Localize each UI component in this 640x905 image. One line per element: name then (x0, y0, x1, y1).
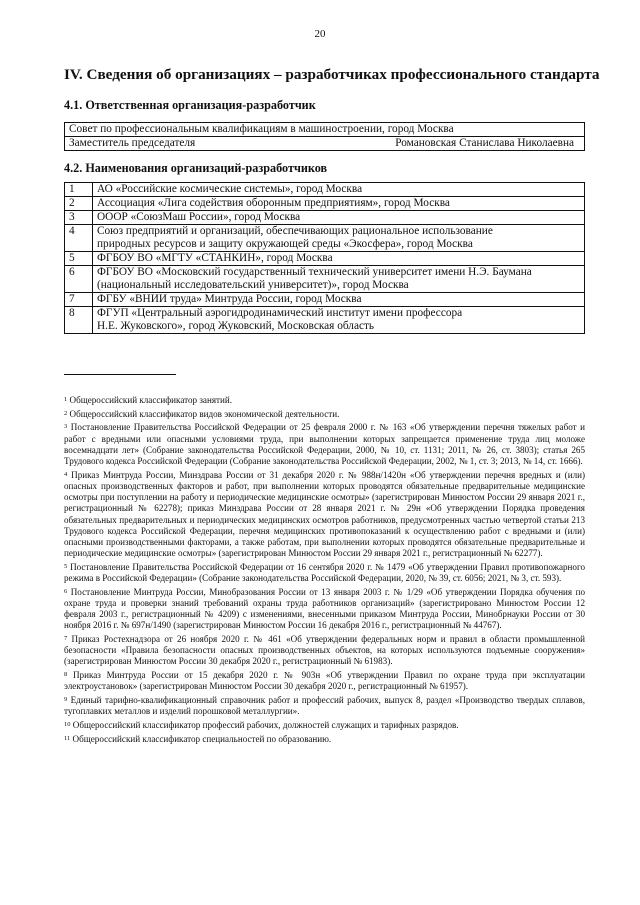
footnote-8: $^8$ Приказ Минтруда России от 15 декабря 2020 г. № 903н «Об утверждении Правил по охране труда при эксплуатации электроустановок» (зарегистрирован Минюстом России 30 декабря 2020 г., регистрационный № 61957). (64, 670, 585, 692)
responsible-table (64, 122, 585, 151)
footnote-1: $^1$ Общероссийский классификатор занятий. (64, 395, 233, 405)
footnote-2: $^2$ Общероссийский классификатор видов экономической деятельности. (64, 408, 340, 419)
row-number: 6 (65, 266, 93, 293)
organization-name: ФГБОУ ВО «Московский государственный технический университет имени Н.Э. Баумана (национальный исследовательский университет)», город Москва (93, 266, 585, 293)
row-number: 8 (65, 307, 93, 334)
row-number: 4 (65, 225, 93, 252)
row-number: 7 (65, 293, 93, 307)
table-row (65, 252, 585, 266)
responsible-position: Заместитель председателя (69, 137, 196, 149)
row-number: 2 (65, 197, 93, 211)
table-row (65, 211, 585, 225)
responsible-organization: Совет по профессиональным квалификациям в машиностроении, город Москва (65, 123, 585, 137)
table-row (65, 137, 585, 151)
footnote-11: $^{11}$ Общероссийский классификатор специальностей по образованию. (64, 733, 332, 744)
table-row (65, 123, 585, 137)
footnote-9: $^9$ Единый тарифно-квалификационный справочник работ и профессий рабочих, выпуск 8, раздел «Производство твердых сплавов, тугоплавких металлов и изделий порошковой металлургии». (64, 695, 585, 717)
organization-name: Ассоциация «Лига содействия оборонным предприятиям», город Москва (93, 197, 585, 211)
footnote-7: $^7$ Приказ Ростехнадзора от 26 ноября 2020 г. № 461 «Об утверждении федеральных норм и правил в области промышленной безопасности «Правила безопасности опасных производственных объектов, на которых используются подъемные сооружения» (зарегистрирован Минюстом России 30 декабря 2020 г., регистрационный № 61983). (64, 634, 585, 667)
footnote-5: $^5$ Постановление Правительства Российской Федерации от 16 сентября 2020 г. № 1479 «Об утверждении Правил противопожарного режима в Российской Федерации» (Собрание законодательства Российской Федерации, 2020, № 39, ст. 6056; 2021, № 3, ст. 593). (64, 561, 585, 584)
footnote-3: $^3$ Постановление Правительства Российской Федерации от 25 февраля 2000 г. № 163 «Об утверждении перечня тяжелых работ и работ с вредными или опасными условиями труда, при выполнении которых запрещается применение труда лиц моложе восемнадцати лет» (Собрание законодательства Российской Федерации, 2000, № 10, ст. 1131; 2011, № 26, ст. 3803); статья 265 Трудового кодекса Российской Федерации (Собрание законодательства Российской Федерации, 2002, № 1, ст. 3; 2013, № 14, ст. 1666). (64, 422, 585, 467)
organization-name: ОООР «СоюзМаш России», город Москва (93, 211, 585, 225)
table-row (65, 183, 585, 197)
responsible-heading: 4.1. Ответственная организация-разработчик (64, 98, 316, 112)
row-number: 1 (65, 183, 93, 197)
table-row (65, 197, 585, 211)
row-number: 3 (65, 211, 93, 225)
developers-table (64, 182, 585, 334)
organization-name: ФГБОУ ВО «МГТУ «СТАНКИН», город Москва (93, 252, 585, 266)
section-title: IV. Сведения об организациях – разработчиках профессионального стандарта (64, 66, 600, 83)
page-number: 20 (314, 28, 326, 40)
table-row (65, 307, 585, 334)
organization-name: ФГБУ «ВНИИ труда» Минтруда России, город Москва (93, 293, 585, 307)
organization-name: АО «Российские космические системы», город Москва (93, 183, 585, 197)
developers-heading: 4.2. Наименования организаций-разработчиков (64, 161, 328, 175)
responsible-person: Романовская Станислава Николаевна (395, 137, 574, 149)
table-row (65, 266, 585, 293)
table-row (65, 225, 585, 252)
row-number: 5 (65, 252, 93, 266)
footnotes (64, 395, 585, 747)
footnote-4: $^4$ Приказ Минтруда России, Минздрава России от 31 декабря 2020 г. № 988н/1420н «Об утверждении перечня вредных и (или) опасных производственных факторов и работ, при выполнении которых проводятся обязательные предварительные медицинские осмотры при поступлении на работу и периодические медицинские осмотры» (зарегистрирован Минюстом России 29 января 2021 г., регистрационный № 62278); приказ Минздрава России от 28 января 2021 г. № 29н «Об утверждении Порядка проведения обязательных предварительных и периодических медицинских осмотров работников, предусмотренных частью четвертой статьи 213 Трудового кодекса Российской Федерации, перечня медицинских противопоказаний к осуществлению работ с вредными и (или) опасными производственными факторами, а также работам, при выполнении которых проводятся обязательные предварительные и периодические медицинские осмотры» (зарегистрирован Минюстом России 29 января 2021 г., регистрационный № 62277). (64, 469, 586, 559)
organization-name: ФГУП «Центральный аэрогидродинамический институт имени профессора Н.Е. Жуковского», город Жуковский, Московская область (93, 307, 585, 334)
footnote-separator (64, 374, 176, 375)
footnote-6: $^6$ Постановление Минтруда России, Минобразования России от 13 января 2003 г. № 1/29 «Об утверждении Порядка обучения по охране труда и проверки знаний требований охраны труда работников организаций» (зарегистрировано Минюстом России 12 февраля 2003 г., регистрационный № 4209) с изменениями, внесенными приказом Минтруда России, Минобрнауки России от 30 ноября 2016 г. № 697н/1490 (зарегистрирован Минюстом России 16 декабря 2016 г., регистрационный № 44767). (64, 586, 585, 631)
footnote-10: $^{10}$ Общероссийский классификатор профессий рабочих, должностей служащих и тарифных разрядов. (64, 719, 459, 730)
table-row (65, 293, 585, 307)
organization-name: Союз предприятий и организаций, обеспечивающих рациональное использование природных ресурсов и защиту окружающей среды «Экосфера», город Москва (93, 225, 585, 252)
